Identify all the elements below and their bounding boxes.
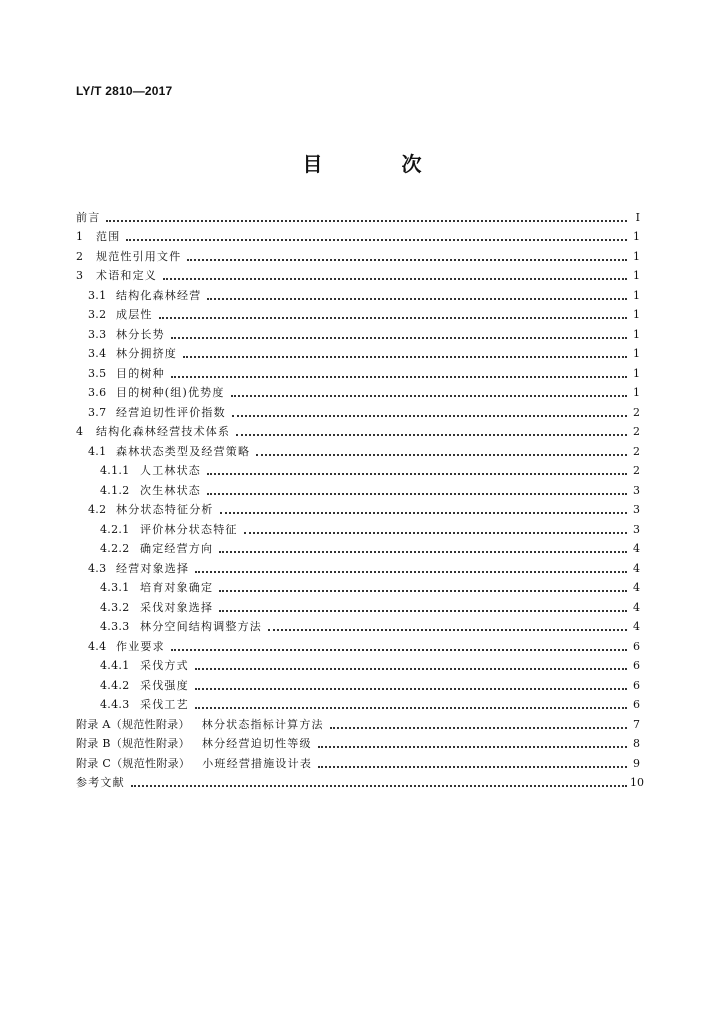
toc-entry-page: 1	[633, 249, 640, 263]
dot-leader	[171, 337, 627, 339]
toc-entry-text: 范围	[96, 230, 121, 243]
toc-entry-text: 采伐对象选择	[140, 600, 214, 614]
toc-entry-number: 4.3.1	[100, 581, 130, 594]
toc-entry-label	[76, 406, 226, 420]
toc-entry-label	[76, 289, 201, 303]
toc-entry-text: 目的树种(组)优势度	[116, 386, 225, 399]
toc-entry[interactable]	[76, 654, 640, 674]
toc-entry-number: 4.4	[88, 639, 107, 653]
dot-leader	[207, 493, 627, 495]
toc-entry[interactable]	[76, 478, 640, 498]
toc-entry-number: 3.4	[88, 347, 107, 360]
toc-entry-text: 人工林状态	[140, 464, 201, 477]
toc-entry-page: 4	[633, 620, 640, 633]
toc-entry-label	[76, 367, 165, 381]
toc-entry-label	[76, 230, 120, 244]
toc-entry-number: 4.3.2	[100, 600, 130, 614]
toc-entry-number: 3.5	[88, 366, 107, 380]
toc-entry-label	[76, 308, 153, 322]
dot-leader	[219, 551, 627, 553]
toc-entry-label	[76, 503, 214, 517]
toc-entry[interactable]	[76, 712, 640, 732]
toc-entry-number: 2	[76, 249, 84, 263]
dot-leader	[195, 668, 627, 670]
toc-entry-label	[76, 718, 324, 732]
toc-entry-page: 1	[633, 288, 640, 302]
toc-entry-number: 4.2.1	[100, 522, 130, 536]
dot-leader	[126, 239, 627, 241]
toc-entry-number: 4.1	[88, 444, 107, 458]
dot-leader	[183, 356, 627, 358]
toc-entry-number: 3.7	[88, 405, 107, 419]
toc-entry[interactable]	[76, 673, 640, 693]
toc-entry-page: 1	[633, 308, 640, 321]
toc-entry-page: 1	[633, 347, 640, 360]
toc-entry-text: 采伐方式	[140, 659, 189, 672]
toc-entry-page: 1	[633, 269, 640, 282]
toc-entry[interactable]	[76, 283, 640, 303]
toc-entry-label	[76, 250, 181, 264]
toc-entry[interactable]	[76, 361, 640, 381]
table-of-contents	[76, 205, 644, 790]
toc-entry[interactable]	[76, 615, 640, 635]
toc-entry-text: 培育对象确定	[140, 581, 214, 594]
toc-entry-label	[76, 445, 250, 459]
toc-entry-text: 森林状态类型及经营策略	[116, 444, 251, 458]
toc-entry-text: 参考文献	[76, 776, 125, 789]
toc-entry-page: 2	[633, 425, 640, 438]
dot-leader	[256, 454, 627, 456]
toc-entry-page: 8	[633, 737, 640, 750]
toc-entry-number: 4.3	[88, 561, 107, 575]
toc-entry[interactable]	[76, 732, 640, 752]
toc-entry-text: 结构化森林经营	[116, 288, 202, 302]
dot-leader	[195, 571, 627, 573]
toc-entry-text: 成层性	[116, 308, 153, 321]
dot-leader	[163, 278, 627, 280]
dot-leader	[195, 688, 627, 690]
dot-leader	[171, 376, 627, 378]
toc-entry-page: 1	[633, 230, 640, 243]
dot-leader	[219, 610, 627, 612]
toc-entry[interactable]	[76, 693, 640, 713]
dot-leader	[195, 707, 627, 709]
toc-entry[interactable]	[76, 576, 640, 596]
toc-entry-label	[76, 659, 189, 673]
toc-entry-text: 次生林状态	[140, 483, 201, 497]
toc-entry[interactable]	[76, 498, 640, 518]
toc-entry[interactable]	[76, 556, 640, 576]
toc-entry-page: 4	[633, 561, 640, 575]
toc-entry-number: 附录 A（规范性附录）	[76, 717, 190, 731]
toc-entry-page: 3	[633, 503, 640, 516]
toc-entry-number: 4.4.2	[100, 678, 130, 692]
toc-entry[interactable]	[76, 342, 640, 362]
toc-entry-label	[76, 425, 230, 439]
dot-leader	[244, 532, 627, 534]
toc-entry-label	[76, 542, 213, 556]
toc-entry-number: 4.4.3	[100, 698, 130, 711]
toc-entry-label	[76, 484, 201, 498]
toc-entry-label	[76, 640, 165, 654]
toc-entry-number: 4.3.3	[100, 620, 130, 633]
toc-entry-label	[76, 737, 312, 751]
toc-entry-label	[76, 679, 189, 693]
toc-entry[interactable]	[76, 771, 644, 791]
toc-entry[interactable]	[76, 459, 640, 479]
dot-leader	[131, 785, 627, 787]
dot-leader	[330, 727, 627, 729]
toc-entry-label	[76, 464, 201, 478]
toc-entry-page: 4	[633, 600, 640, 614]
toc-entry-text: 经营迫切性评价指数	[116, 405, 226, 419]
toc-entry-number: 3.3	[88, 327, 107, 341]
toc-entry-label	[76, 523, 238, 537]
toc-entry-number: 3.1	[88, 288, 107, 302]
dot-leader	[318, 746, 627, 748]
toc-entry[interactable]	[76, 322, 640, 342]
toc-entry-label	[76, 581, 213, 595]
dot-leader	[171, 649, 627, 651]
toc-entry-text: 经营对象选择	[116, 561, 190, 575]
toc-entry[interactable]	[76, 537, 640, 557]
toc-entry-text: 术语和定义	[96, 269, 157, 282]
dot-leader	[219, 590, 627, 592]
toc-entry-text: 规范性引用文件	[96, 249, 182, 263]
toc-entry-number: 附录 B（规范性附录）	[76, 737, 190, 750]
toc-entry-label	[76, 776, 125, 790]
toc-entry-number: 4	[76, 425, 84, 438]
toc-entry-label	[76, 620, 262, 634]
toc-entry-number: 4.1.1	[100, 464, 130, 477]
toc-entry[interactable]	[76, 751, 640, 771]
toc-entry-text: 评价林分状态特征	[140, 522, 238, 536]
toc-entry-page: 2	[633, 405, 640, 419]
toc-entry[interactable]	[76, 303, 640, 323]
toc-entry[interactable]	[76, 439, 640, 459]
toc-entry-number: 3	[76, 269, 84, 282]
toc-entry-text: 作业要求	[116, 639, 165, 653]
dot-leader	[207, 298, 627, 300]
toc-entry-page: 2	[633, 444, 640, 458]
toc-entry-label	[76, 269, 157, 283]
toc-entry-page: 3	[633, 522, 640, 536]
toc-entry[interactable]	[76, 595, 640, 615]
toc-entry-number: 附录 C（规范性附录）	[76, 756, 191, 770]
toc-entry-label	[76, 757, 312, 771]
toc-entry-label	[76, 347, 177, 361]
dot-leader	[220, 512, 627, 514]
toc-entry-page: Ⅰ	[635, 210, 640, 224]
toc-entry-text: 采伐工艺	[140, 698, 189, 711]
toc-entry-page: 6	[633, 698, 640, 711]
toc-entry[interactable]	[76, 225, 640, 245]
dot-leader	[231, 395, 627, 397]
toc-entry-page: 6	[633, 678, 640, 692]
dot-leader	[106, 220, 627, 222]
toc-entry-text: 目的树种	[116, 366, 165, 380]
toc-entry-page: 3	[633, 483, 640, 497]
toc-entry-page: 6	[633, 639, 640, 653]
toc-entry-number: 3.2	[88, 308, 107, 321]
dot-leader	[268, 629, 627, 631]
toc-entry-number: 4.2.2	[100, 542, 130, 555]
toc-entry[interactable]	[76, 400, 640, 420]
toc-entry-text: 小班经营措施设计表	[202, 756, 313, 770]
dot-leader	[187, 259, 627, 261]
toc-entry-text: 结构化森林经营技术体系	[96, 425, 231, 438]
toc-entry-page: 4	[633, 542, 640, 555]
toc-entry-number: 4.1.2	[100, 483, 130, 497]
toc-entry-label	[76, 698, 189, 712]
toc-entry-page: 4	[633, 581, 640, 594]
toc-entry-number: 1	[76, 230, 84, 243]
dot-leader	[236, 434, 627, 436]
document-code: LY/T 2810—2017	[76, 84, 173, 98]
page-title: 目 次	[302, 152, 458, 176]
toc-entry[interactable]	[76, 381, 640, 401]
toc-entry-number: 4.4.1	[100, 659, 130, 672]
toc-entry[interactable]	[76, 264, 640, 284]
toc-entry-label	[76, 386, 225, 400]
toc-entry-page: 9	[633, 756, 640, 770]
toc-entry[interactable]	[76, 420, 640, 440]
toc-entry-page: 2	[633, 464, 640, 477]
dot-leader	[318, 766, 627, 768]
toc-entry-number: 3.6	[88, 386, 107, 399]
toc-entry-text: 林分空间结构调整方法	[140, 620, 262, 633]
toc-entry[interactable]	[76, 205, 640, 225]
toc-entry-label	[76, 562, 189, 576]
toc-entry[interactable]	[76, 634, 640, 654]
toc-entry-page: 7	[633, 717, 640, 731]
toc-entry-page: 1	[633, 366, 640, 380]
dot-leader	[207, 473, 627, 475]
toc-entry-label	[76, 328, 165, 342]
toc-entry[interactable]	[76, 517, 640, 537]
toc-entry-number: 4.2	[88, 503, 107, 516]
toc-entry-label	[76, 211, 100, 225]
toc-entry-page: 6	[633, 659, 640, 672]
toc-entry-text: 林分状态特征分析	[116, 503, 214, 516]
toc-entry-page: 10	[630, 776, 644, 789]
toc-entry-text: 林分拥挤度	[116, 347, 177, 360]
toc-entry-text: 林分状态指标计算方法	[201, 717, 324, 731]
toc-entry-text: 林分经营迫切性等级	[201, 737, 312, 750]
toc-entry-page: 1	[633, 386, 640, 399]
toc-entry-text: 采伐强度	[140, 678, 189, 692]
toc-entry-text: 林分长势	[116, 327, 165, 341]
dot-leader	[232, 415, 627, 417]
toc-entry-label	[76, 601, 213, 615]
toc-entry-page: 1	[633, 327, 640, 341]
toc-entry-text: 确定经营方向	[140, 542, 214, 555]
toc-entry[interactable]	[76, 244, 640, 264]
dot-leader	[159, 317, 627, 319]
toc-entry-text: 前言	[76, 210, 101, 224]
